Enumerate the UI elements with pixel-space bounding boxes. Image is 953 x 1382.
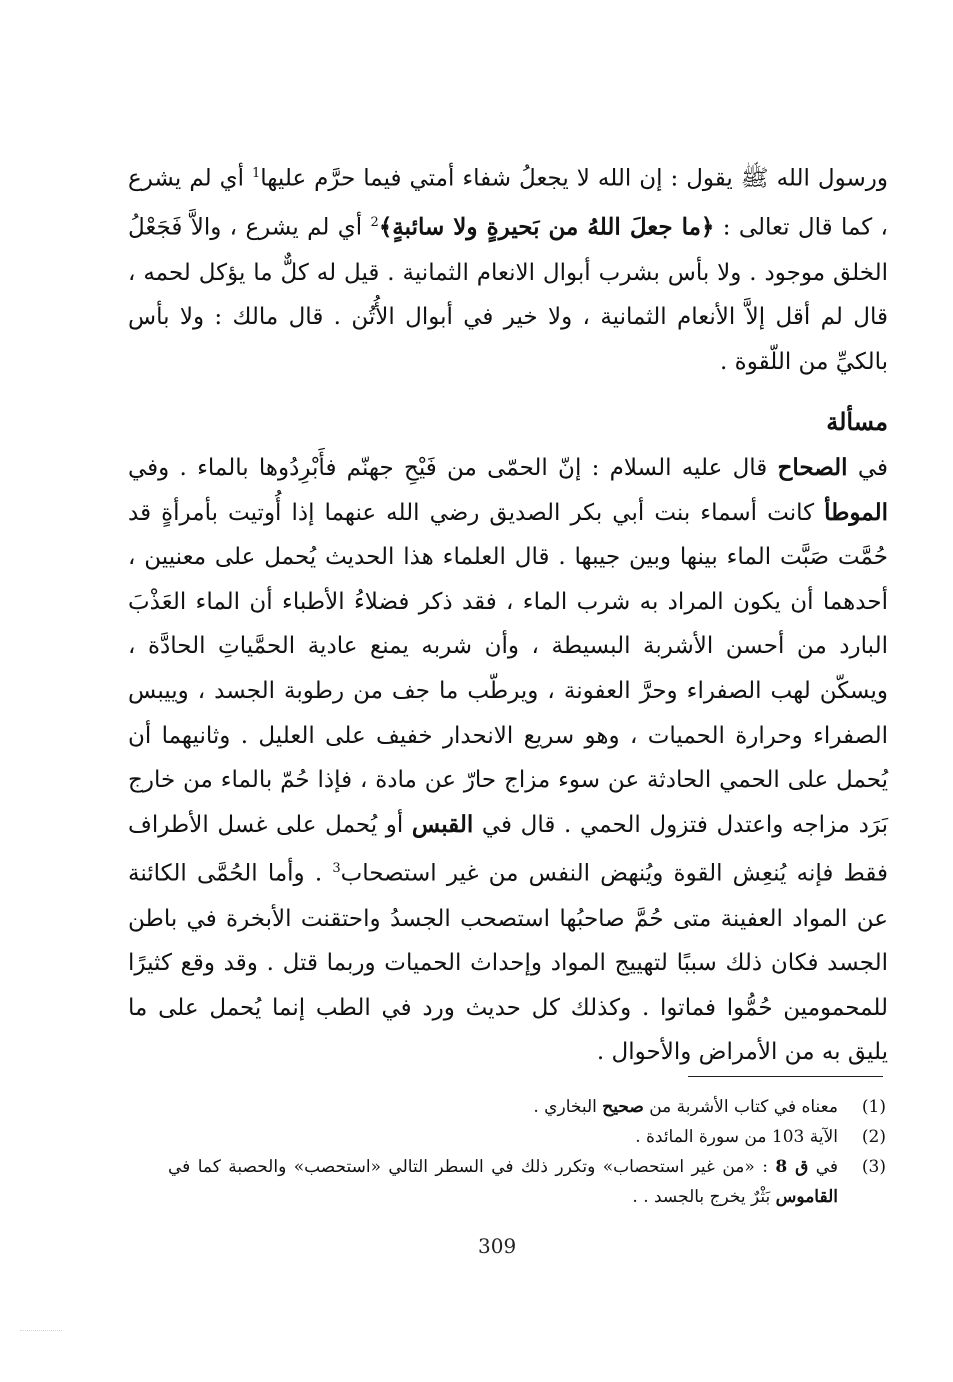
- source-title-qabas: القبس: [411, 810, 474, 838]
- paragraph-1: [128, 152, 888, 384]
- text-run: أي لم يشرع ، والاَّ فَجَعْلُ الخلق موجود . ولا بأس بشرب أبوال الانعام الثمانية . قيل له كلٌّ ما يؤكل لحمه ، قال لم أقل إلاَّ الأنعام الثمانية ، ولا خير في أبوال الأُتُن . قال مالك : ولا بأس بالكيِّ من اللّقوة .: [128, 214, 888, 375]
- footnote-ref-3[interactable]: 3: [332, 861, 341, 877]
- text-run: أي لم يشرع ، كما قال تعالى :: [128, 165, 888, 241]
- footnote-ref-1[interactable]: 1: [252, 166, 261, 181]
- footnote-text: البخاري .: [533, 1097, 603, 1117]
- footnote-source: ق 8: [775, 1157, 809, 1177]
- footnote-number: (3): [861, 1157, 886, 1177]
- source-title-sahah: الصحاح: [777, 454, 848, 481]
- footnote-source: القاموس: [775, 1187, 838, 1207]
- footnote-source: صحيح: [602, 1097, 644, 1117]
- text-run: . وأما الحُمَّى الكائنة عن المواد العفينة متى حُمَّ صاحبُها استصحب الجسدُ واحتقنت الأبخرة في باطن الجسد فكان ذلك سببًا لتهييج المواد وإحداث الحميات وربما قتل . وقد وقع كثيرًا للمحمومين حُمُّوا فماتوا . وكذلك كل حديث ورد في الطب إنما يُحمل على ما يليق به من الأمراض والأحوال .: [128, 861, 888, 1066]
- footnote-text: الآية 103 من سورة المائدة .: [635, 1127, 838, 1147]
- text-run: كانت أسماء بنت أبي بكر الصديق رضي الله عنهما إذا أُوتيت بأمرأةٍ قد حُمَّت صَبَّت الماء بينها وبين جيبها . قال العلماء هذا الحديث يُحمل على معنيين ، أحدهما أن يكون المراد به شرب الماء ، فقد ذكر فضلاءُ الأطباء أن الماء العَذْبَ البارد من أحسن الأشربة البسيطة ، وأن شربه يمنع عادية الحمَّياتِ الحادَّة ، ويسكّن لهب الصفراء وحرَّ العفونة ، ويرطّب ما جف من رطوبة الجسد ، وييبس الصفراء وحرارة الحميات ، وهو سريع الانحدار خفيف على العليل . وثانيهما أن يُحمل على الحمي الحادثة عن سوء مزاج حارّ عن مادة ، فإذا حُمّ بالماء من خارج بَرَد مزاجه واعتدل فتزول الحمي . قال في: [128, 499, 889, 838]
- footnote-text: : «من غير استحصاب» وتكرر ذلك في السطر التالي «استحصب» والحصبة كما في: [168, 1157, 776, 1177]
- scan-mark: [20, 1330, 62, 1343]
- footnote-text: في: [808, 1157, 839, 1177]
- footnote-number: (1): [861, 1097, 886, 1117]
- footnote-2: [168, 1122, 886, 1152]
- footnote-text: بَثْرٌ يخرج بالجسد . .: [632, 1187, 776, 1207]
- text-run: قال عليه السلام : إنّ الحمّى من فَيْحِ جهنّم فأَبْرِدُوها بالماء . وفي: [128, 455, 778, 481]
- footnotes: [168, 1092, 886, 1212]
- footnote-ref-2[interactable]: 2: [370, 215, 379, 231]
- footnote-1: [168, 1092, 886, 1122]
- footnote-text: معناه في كتاب الأشربة من: [643, 1097, 838, 1117]
- text-run: ورسول الله ﷺ يقول : إن الله لا يجعلُ شفاء أمتي فيما حرَّم عليها: [260, 165, 888, 192]
- paragraph-2: [128, 446, 888, 1075]
- footnote-divider: [688, 1076, 883, 1077]
- section-heading: مسألة: [826, 407, 888, 436]
- footnote-3: [168, 1152, 886, 1212]
- text-run: في: [847, 455, 888, 481]
- text-run: أو يُحمل على غسل الأطراف فقط فإنه يُنعِش القوة ويُنهض النفس من غير استصحاب: [128, 811, 888, 887]
- page-number: 309: [478, 1234, 517, 1258]
- footnote-number: (2): [861, 1127, 886, 1147]
- quran-quote: ﴿ما جعلَ اللهُ من بَحيرةٍ ولا سائبةٍ﴾: [378, 213, 715, 241]
- source-title-muwatta: الموطأ: [824, 498, 888, 526]
